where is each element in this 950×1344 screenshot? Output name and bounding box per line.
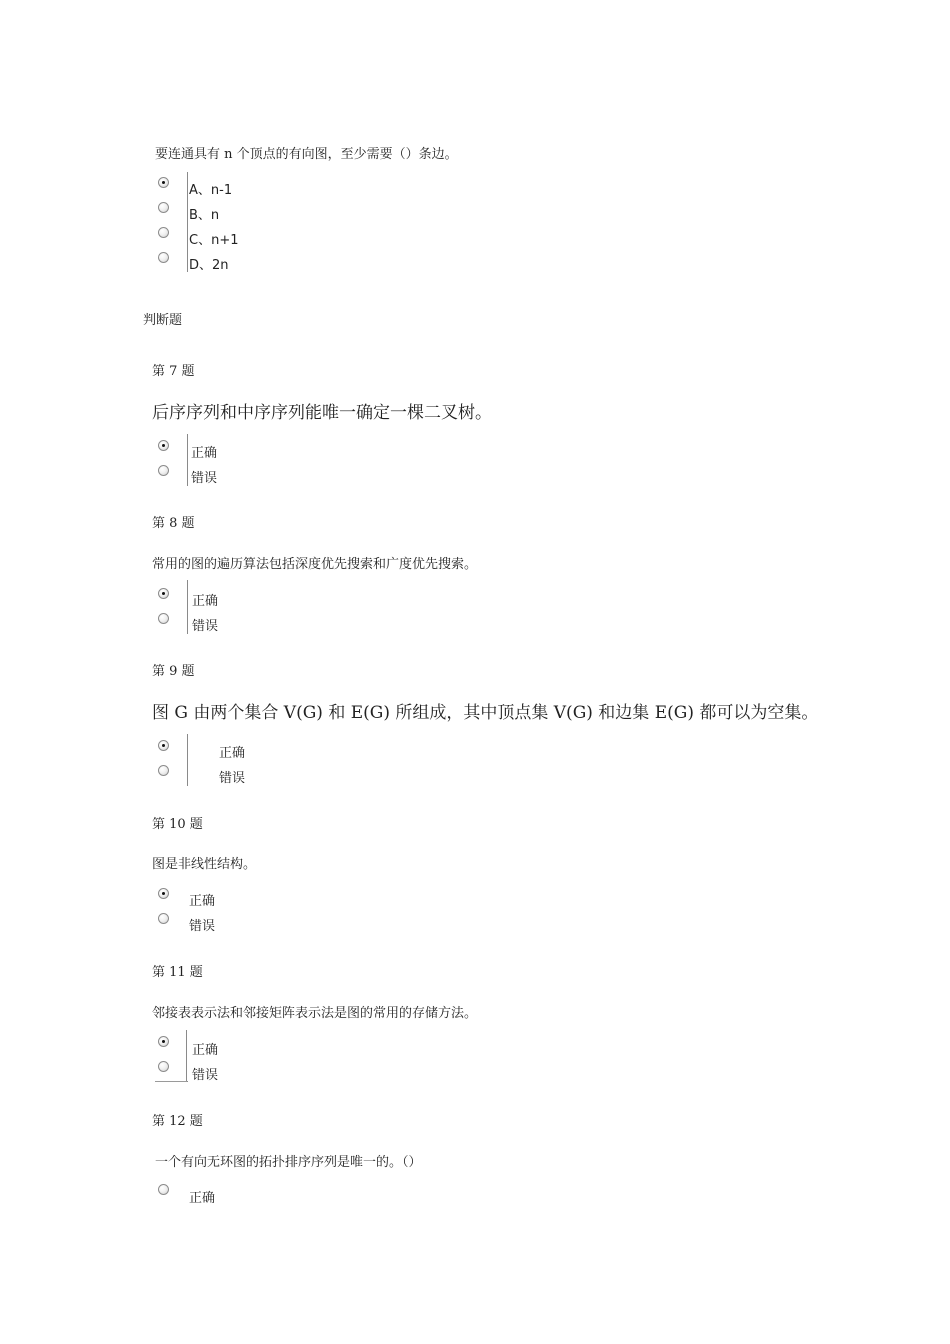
option-true[interactable] xyxy=(155,1178,275,1206)
question-11-stem: 邻接表表示法和邻接矩阵表示法是图的常用的存储方法。 xyxy=(152,1006,478,1021)
option-c[interactable] xyxy=(155,222,275,247)
radio-button-b[interactable] xyxy=(158,202,169,213)
option-c-label: C、n+1 xyxy=(189,233,239,248)
radio-button-false[interactable] xyxy=(158,765,169,776)
option-true[interactable] xyxy=(155,434,275,459)
option-true-label: 正确 xyxy=(191,446,218,461)
option-a[interactable] xyxy=(155,172,275,197)
option-a-label: A、n-1 xyxy=(189,183,233,198)
question-7-options xyxy=(155,434,275,486)
option-false[interactable] xyxy=(155,607,275,632)
question-11-number: 第 11 题 xyxy=(152,965,203,980)
option-false-label: 错误 xyxy=(192,619,219,634)
radio-button-true[interactable] xyxy=(158,740,169,751)
option-true-label: 正确 xyxy=(189,1191,216,1206)
question-7-number: 第 7 题 xyxy=(152,364,195,379)
question-9-options xyxy=(155,734,275,786)
question-12-number: 第 12 题 xyxy=(152,1114,203,1129)
question-8-options xyxy=(155,580,275,634)
radio-button-false[interactable] xyxy=(158,613,169,624)
radio-button-true[interactable] xyxy=(158,1184,169,1195)
question-8-stem: 常用的图的遍历算法包括深度优先搜索和广度优先搜索。 xyxy=(152,557,478,572)
option-b-label: B、n xyxy=(189,208,220,223)
options-underline xyxy=(155,1081,187,1082)
question-8-number: 第 8 题 xyxy=(152,516,195,531)
radio-button-true[interactable] xyxy=(158,440,169,451)
option-true[interactable] xyxy=(155,882,275,907)
option-true-label: 正确 xyxy=(189,894,216,909)
radio-button-true[interactable] xyxy=(158,588,169,599)
question-12-stem: 一个有向无环图的拓扑排序序列是唯一的。（） xyxy=(155,1155,422,1170)
radio-button-true[interactable] xyxy=(158,1036,169,1047)
question-10-options xyxy=(155,882,275,934)
question-6-options xyxy=(155,172,275,272)
option-false-label: 错误 xyxy=(192,1068,219,1083)
radio-button-false[interactable] xyxy=(158,465,169,476)
radio-button-true[interactable] xyxy=(158,888,169,899)
option-d[interactable] xyxy=(155,247,275,272)
section-title: 判断题 xyxy=(143,313,183,328)
option-false-label: 错误 xyxy=(191,471,218,486)
option-false[interactable] xyxy=(155,759,275,784)
question-9-stem: 图 G 由两个集合 V(G) 和 E(G) 所组成，其中顶点集 V(G) 和边集 E(G) 都可以为空集。 xyxy=(152,703,819,723)
option-b[interactable] xyxy=(155,197,275,222)
option-false-label: 错误 xyxy=(219,771,246,786)
question-9-number: 第 9 题 xyxy=(152,664,195,679)
question-12-options xyxy=(155,1178,275,1206)
question-10-number: 第 10 题 xyxy=(152,817,203,832)
option-false[interactable] xyxy=(155,1055,275,1083)
radio-button-a[interactable] xyxy=(158,177,169,188)
option-false-label: 错误 xyxy=(189,919,216,934)
option-true-label: 正确 xyxy=(219,746,246,761)
option-false[interactable] xyxy=(155,459,275,484)
question-11-options xyxy=(155,1030,275,1082)
radio-button-false[interactable] xyxy=(158,913,169,924)
option-false[interactable] xyxy=(155,907,275,932)
radio-button-false[interactable] xyxy=(158,1061,169,1072)
option-true[interactable] xyxy=(155,582,275,607)
radio-button-c[interactable] xyxy=(158,227,169,238)
question-6-stem: 要连通具有 n 个顶点的有向图，至少需要（）条边。 xyxy=(155,147,458,162)
option-d-label: D、2n xyxy=(189,258,229,273)
radio-button-d[interactable] xyxy=(158,252,169,263)
option-true-label: 正确 xyxy=(192,594,219,609)
question-10-stem: 图是非线性结构。 xyxy=(152,857,257,872)
question-7-stem: 后序序列和中序序列能唯一确定一棵二叉树。 xyxy=(152,403,492,423)
option-true-label: 正确 xyxy=(192,1043,219,1058)
option-true[interactable] xyxy=(155,734,275,759)
option-true[interactable] xyxy=(155,1030,275,1058)
